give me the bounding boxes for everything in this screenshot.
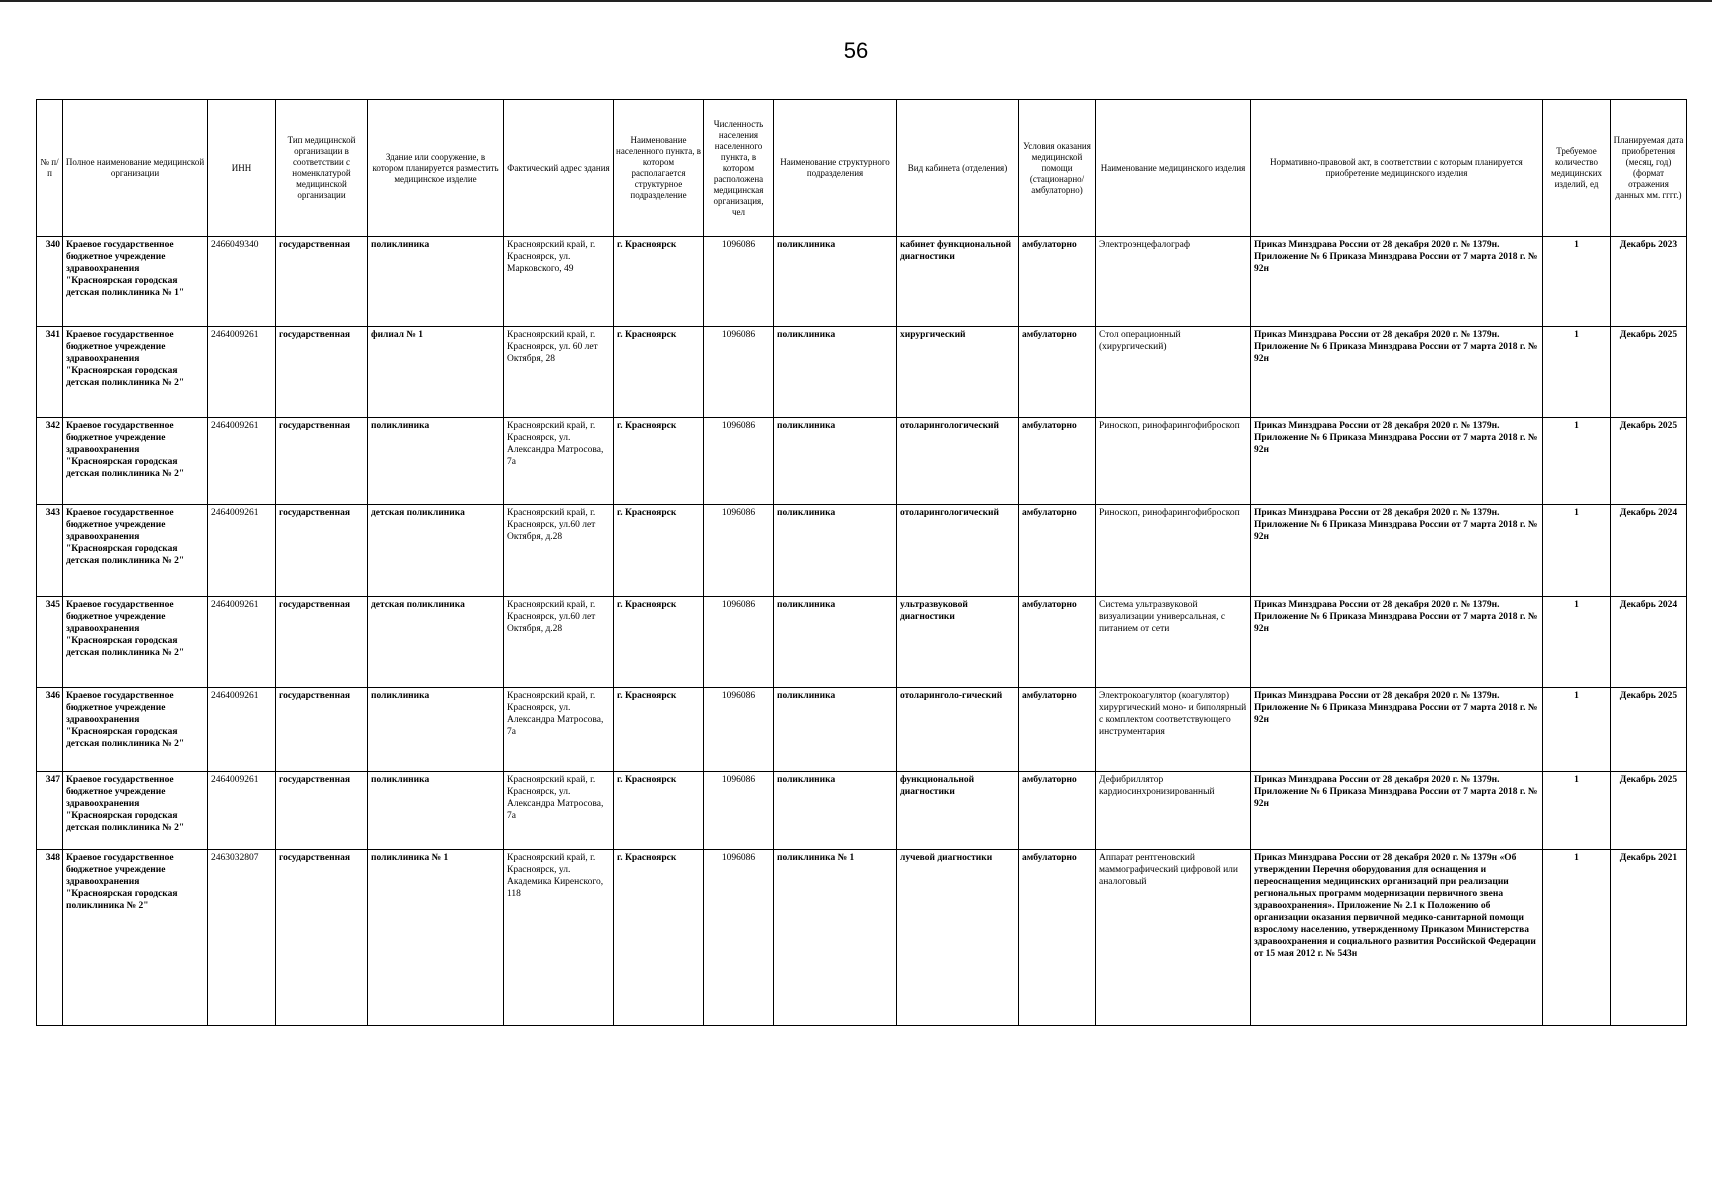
header-cell: Фактический адрес здания [504, 100, 614, 237]
population: 1096086 [704, 850, 774, 1026]
header-cell: Здание или сооружение, в котором планируется разместить медицинское изделие [368, 100, 504, 237]
unit: поликлиника [774, 688, 897, 772]
locality: г. Красноярск [614, 327, 704, 418]
device-name: Система ультразвуковой визуализации универсальная, с питанием от сети [1096, 597, 1251, 688]
unit: поликлиника [774, 597, 897, 688]
address: Красноярский край, г. Красноярск, ул. Александра Матросова, 7а [504, 688, 614, 772]
org-name: Краевое государственное бюджетное учреждение здравоохранения "Красноярская городская детская поликлиника № 2" [63, 418, 208, 505]
device-name: Электроэнцефалограф [1096, 237, 1251, 327]
table-row [37, 597, 1687, 688]
org-name: Краевое государственное бюджетное учреждение здравоохранения "Красноярская городская поликлиника № 2" [63, 850, 208, 1026]
header-cell: № п/п [37, 100, 63, 237]
org-name: Краевое государственное бюджетное учреждение здравоохранения "Красноярская городская детская поликлиника № 2" [63, 772, 208, 850]
header-cell: Полное наименование медицинской организации [63, 100, 208, 237]
population: 1096086 [704, 772, 774, 850]
quantity: 1 [1543, 237, 1611, 327]
inn: 2464009261 [208, 418, 276, 505]
org-type: государственная [276, 237, 368, 327]
header-cell: Наименование структурного подразделения [774, 100, 897, 237]
top-border-line [0, 0, 1712, 2]
table-header-row [37, 100, 1687, 237]
table-row [37, 505, 1687, 597]
room-type: лучевой диагностики [897, 850, 1019, 1026]
population: 1096086 [704, 237, 774, 327]
org-name: Краевое государственное бюджетное учреждение здравоохранения "Красноярская городская детская поликлиника № 2" [63, 597, 208, 688]
device-name: Аппарат рентгеновский маммографический цифровой или аналоговый [1096, 850, 1251, 1026]
unit: поликлиника № 1 [774, 850, 897, 1026]
care-conditions: амбулаторно [1019, 327, 1096, 418]
population: 1096086 [704, 597, 774, 688]
device-name: Риноскоп, ринофарингофиброскоп [1096, 505, 1251, 597]
building: детская поликлиника [368, 597, 504, 688]
org-type: государственная [276, 772, 368, 850]
inn: 2464009261 [208, 688, 276, 772]
locality: г. Красноярск [614, 772, 704, 850]
legal-act: Приказ Минздрава России от 28 декабря 2020 г. № 1379н. Приложение № 6 Приказа Минздрава России от 7 марта 2018 г. № 92н [1251, 505, 1543, 597]
header-cell: Требуемое количество медицинских изделий, ед [1543, 100, 1611, 237]
purchase-date: Декабрь 2025 [1611, 772, 1687, 850]
address: Красноярский край, г. Красноярск, ул.60 лет Октября, д.28 [504, 505, 614, 597]
room-type: отоларинголо-гический [897, 688, 1019, 772]
org-name: Краевое государственное бюджетное учреждение здравоохранения "Красноярская городская детская поликлиника № 2" [63, 505, 208, 597]
legal-act: Приказ Минздрава России от 28 декабря 2020 г. № 1379н. Приложение № 6 Приказа Минздрава России от 7 марта 2018 г. № 92н [1251, 418, 1543, 505]
unit: поликлиника [774, 772, 897, 850]
inn: 2464009261 [208, 597, 276, 688]
org-name: Краевое государственное бюджетное учреждение здравоохранения "Красноярская городская детская поликлиника № 1" [63, 237, 208, 327]
header-cell: Наименование населенного пункта, в котором располагается структурное подразделение [614, 100, 704, 237]
device-name: Дефибриллятор кардиосинхронизированный [1096, 772, 1251, 850]
purchase-date: Декабрь 2025 [1611, 327, 1687, 418]
unit: поликлиника [774, 237, 897, 327]
device-name: Риноскоп, ринофарингофиброскоп [1096, 418, 1251, 505]
building: поликлиника [368, 237, 504, 327]
row-number: 346 [37, 688, 63, 772]
address: Красноярский край, г. Красноярск, ул. Александра Матросова, 7а [504, 418, 614, 505]
legal-act: Приказ Минздрава России от 28 декабря 2020 г. № 1379н. Приложение № 6 Приказа Минздрава России от 7 марта 2018 г. № 92н [1251, 772, 1543, 850]
quantity: 1 [1543, 772, 1611, 850]
header-cell: Условия оказания медицинской помощи (стационарно/амбулаторно) [1019, 100, 1096, 237]
legal-act: Приказ Минздрава России от 28 декабря 2020 г. № 1379н «Об утверждении Перечня оборудования для оснащения и переоснащения медицинских организаций при реализации региональных программ модернизации первичного звена здравоохранения». Приложение № 2.1 к Положению об организации оказания первичной медико-санитарной помощи взрослому населению, утвержденному Приказом Министерства здравоохранения и социального развития Российской Федерации от 15 мая 2012 г. № 543н [1251, 850, 1543, 1026]
header-cell: ИНН [208, 100, 276, 237]
quantity: 1 [1543, 418, 1611, 505]
header-cell: Планируемая дата приобретения (месяц, год) (формат отражения данных мм. гггг.) [1611, 100, 1687, 237]
unit: поликлиника [774, 505, 897, 597]
quantity: 1 [1543, 850, 1611, 1026]
row-number: 345 [37, 597, 63, 688]
population: 1096086 [704, 418, 774, 505]
header-cell: Наименование медицинского изделия [1096, 100, 1251, 237]
purchase-date: Декабрь 2025 [1611, 688, 1687, 772]
header-cell: Тип медицинской организации в соответствии с номенклатурой медицинской организации [276, 100, 368, 237]
org-type: государственная [276, 505, 368, 597]
address: Красноярский край, г. Красноярск, ул. 60 лет Октября, 28 [504, 327, 614, 418]
org-type: государственная [276, 597, 368, 688]
row-number: 342 [37, 418, 63, 505]
legal-act: Приказ Минздрава России от 28 декабря 2020 г. № 1379н. Приложение № 6 Приказа Минздрава России от 7 марта 2018 г. № 92н [1251, 327, 1543, 418]
row-number: 341 [37, 327, 63, 418]
care-conditions: амбулаторно [1019, 237, 1096, 327]
address: Красноярский край, г. Красноярск, ул. Марковского, 49 [504, 237, 614, 327]
row-number: 343 [37, 505, 63, 597]
org-type: государственная [276, 327, 368, 418]
quantity: 1 [1543, 597, 1611, 688]
care-conditions: амбулаторно [1019, 505, 1096, 597]
locality: г. Красноярск [614, 505, 704, 597]
locality: г. Красноярск [614, 597, 704, 688]
quantity: 1 [1543, 688, 1611, 772]
purchase-date: Декабрь 2024 [1611, 505, 1687, 597]
room-type: отоларингологический [897, 418, 1019, 505]
room-type: хирургический [897, 327, 1019, 418]
org-type: государственная [276, 418, 368, 505]
locality: г. Красноярск [614, 237, 704, 327]
room-type: ультразвуковой диагностики [897, 597, 1019, 688]
room-type: кабинет функциональной диагностики [897, 237, 1019, 327]
table-row [37, 418, 1687, 505]
org-name: Краевое государственное бюджетное учреждение здравоохранения "Красноярская городская детская поликлиника № 2" [63, 688, 208, 772]
unit: поликлиника [774, 327, 897, 418]
population: 1096086 [704, 505, 774, 597]
care-conditions: амбулаторно [1019, 418, 1096, 505]
purchase-date: Декабрь 2024 [1611, 597, 1687, 688]
org-type: государственная [276, 688, 368, 772]
header-cell: Численность населения населенного пункта, в котором расположена медицинская организация, чел [704, 100, 774, 237]
care-conditions: амбулаторно [1019, 772, 1096, 850]
device-name: Стол операционный (хирургический) [1096, 327, 1251, 418]
table-row [37, 237, 1687, 327]
locality: г. Красноярск [614, 850, 704, 1026]
table-row [37, 688, 1687, 772]
inn: 2466049340 [208, 237, 276, 327]
locality: г. Красноярск [614, 688, 704, 772]
care-conditions: амбулаторно [1019, 597, 1096, 688]
address: Красноярский край, г. Красноярск, ул.60 лет Октября, д.28 [504, 597, 614, 688]
device-name: Электрокоагулятор (коагулятор) хирургический моно- и биполярный с комплектом соответствующего инструментария [1096, 688, 1251, 772]
row-number: 340 [37, 237, 63, 327]
inn: 2463032807 [208, 850, 276, 1026]
room-type: отоларингологический [897, 505, 1019, 597]
address: Красноярский край, г. Красноярск, ул. Академика Киренского, 118 [504, 850, 614, 1026]
quantity: 1 [1543, 327, 1611, 418]
legal-act: Приказ Минздрава России от 28 декабря 2020 г. № 1379н. Приложение № 6 Приказа Минздрава России от 7 марта 2018 г. № 92н [1251, 597, 1543, 688]
building: поликлиника [368, 772, 504, 850]
table-row [37, 850, 1687, 1026]
quantity: 1 [1543, 505, 1611, 597]
legal-act: Приказ Минздрава России от 28 декабря 2020 г. № 1379н. Приложение № 6 Приказа Минздрава России от 7 марта 2018 г. № 92н [1251, 237, 1543, 327]
locality: г. Красноярск [614, 418, 704, 505]
building: поликлиника [368, 418, 504, 505]
purchase-date: Декабрь 2021 [1611, 850, 1687, 1026]
row-number: 347 [37, 772, 63, 850]
population: 1096086 [704, 327, 774, 418]
inn: 2464009261 [208, 327, 276, 418]
equipment-table [36, 99, 1687, 1026]
population: 1096086 [704, 688, 774, 772]
purchase-date: Декабрь 2025 [1611, 418, 1687, 505]
inn: 2464009261 [208, 772, 276, 850]
building: детская поликлиника [368, 505, 504, 597]
purchase-date: Декабрь 2023 [1611, 237, 1687, 327]
building: поликлиника № 1 [368, 850, 504, 1026]
building: поликлиника [368, 688, 504, 772]
org-type: государственная [276, 850, 368, 1026]
care-conditions: амбулаторно [1019, 688, 1096, 772]
header-cell: Нормативно-правовой акт, в соответствии с которым планируется приобретение медицинского изделия [1251, 100, 1543, 237]
table-row [37, 327, 1687, 418]
table-row [37, 772, 1687, 850]
header-cell: Вид кабинета (отделения) [897, 100, 1019, 237]
unit: поликлиника [774, 418, 897, 505]
room-type: функциональной диагностики [897, 772, 1019, 850]
building: филиал № 1 [368, 327, 504, 418]
legal-act: Приказ Минздрава России от 28 декабря 2020 г. № 1379н. Приложение № 6 Приказа Минздрава России от 7 марта 2018 г. № 92н [1251, 688, 1543, 772]
address: Красноярский край, г. Красноярск, ул. Александра Матросова, 7а [504, 772, 614, 850]
page-number: 56 [843, 38, 869, 63]
row-number: 348 [37, 850, 63, 1026]
care-conditions: амбулаторно [1019, 850, 1096, 1026]
org-name: Краевое государственное бюджетное учреждение здравоохранения "Красноярская городская детская поликлиника № 2" [63, 327, 208, 418]
inn: 2464009261 [208, 505, 276, 597]
